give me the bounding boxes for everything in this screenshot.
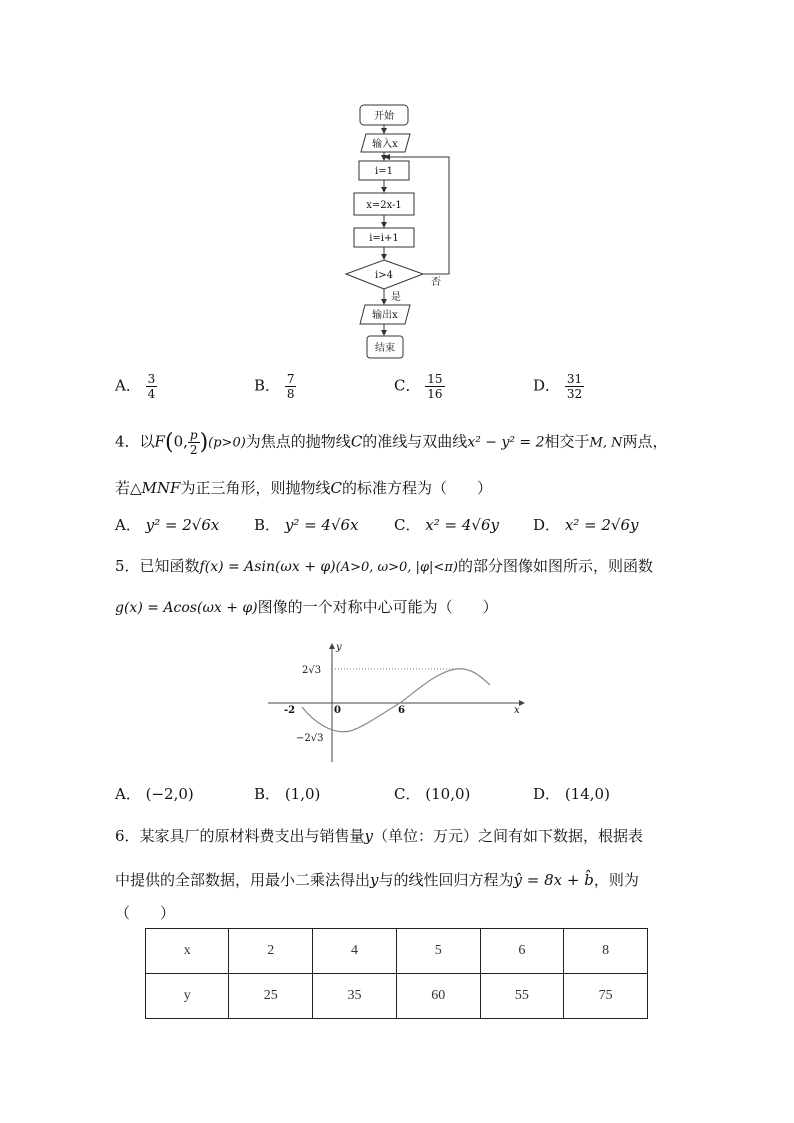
- q3-option-d[interactable]: [533, 372, 584, 401]
- tick-neg2: -2: [284, 705, 296, 716]
- q3-option-b[interactable]: [254, 372, 296, 401]
- q6-answer-bracket: （ ）: [115, 904, 176, 922]
- tick-0: 0: [334, 705, 341, 716]
- flow-input-text: 输入x: [372, 139, 398, 150]
- y-axis-label: y: [336, 642, 342, 653]
- table-cell: 25: [229, 974, 313, 1019]
- flow-yes-label: 是: [391, 292, 401, 303]
- flow-update-x-text: x=2x-1: [366, 200, 402, 211]
- q4-line-1: 4．以F(0, $\frac{p}{2}$ )(p>0)为焦点的抛物线C的准线与双曲线x² − y² = 2相交于M, N两点，: [115, 428, 668, 457]
- table-cell: x: [146, 929, 229, 974]
- table-cell: 4: [313, 929, 397, 974]
- q3-option-b-fraction: $\frac{7}{8}$: [286, 372, 295, 401]
- table-cell: 2: [229, 929, 313, 974]
- flow-output-text: 输出x: [372, 310, 398, 321]
- sine-curve: [302, 669, 490, 732]
- q3-option-c-letter: C．: [394, 376, 421, 395]
- flow-start-text: 开始: [374, 111, 394, 122]
- y-max-label: 2√3: [302, 665, 322, 676]
- data-table: [145, 928, 648, 1019]
- q3-option-b-letter: B．: [254, 376, 281, 395]
- table-cell: 60: [396, 974, 480, 1019]
- table-cell: 5: [396, 929, 480, 974]
- table-row: [146, 929, 648, 974]
- y-min-label: −2√3: [296, 733, 324, 744]
- q3-option-c-fraction: $\frac{15}{16}$: [427, 372, 443, 401]
- q5-line-2: g(x) = Acos(ωx + φ)图像的一个对称中心可能为（ ）: [115, 598, 498, 616]
- q5-option-c[interactable]: C． (10,0): [394, 785, 471, 803]
- q6-line-2: 中提供的全部数据，用最小二乘法得出y与的线性回归方程为ŷ = 8x + b̂，则为: [115, 871, 639, 889]
- table-cell: 8: [564, 929, 648, 974]
- q3-option-a[interactable]: [115, 372, 157, 401]
- flow-condition-text: i>4: [375, 270, 393, 281]
- flow-no-label: 否: [431, 277, 441, 288]
- q3-option-d-fraction: $\frac{31}{32}$: [566, 372, 583, 401]
- q4-option-c[interactable]: C． x² = 4√6y: [394, 516, 499, 534]
- q3-option-c[interactable]: [394, 372, 445, 401]
- q3-option-d-letter: D．: [533, 376, 561, 395]
- q6-line-1: 6．某家具厂的原材料费支出与销售量y（单位：万元）之间有如下数据，根据表: [115, 827, 644, 845]
- table-cell: 75: [564, 974, 648, 1019]
- flowchart: [330, 100, 470, 365]
- q5-line-1: 5．已知函数f(x) = Asin(ωx + φ)(A>0, ω>0, |φ|<π)的部分图像如图所示，则函数: [115, 557, 653, 575]
- q4-line-2: 若△MNF为正三角形，则抛物线C的标准方程为（ ）: [115, 479, 492, 497]
- table-cell: 35: [313, 974, 397, 1019]
- q4-option-d[interactable]: D． x² = 2√6y: [533, 516, 639, 534]
- x-axis-label: x: [514, 705, 520, 716]
- sine-graph: [262, 640, 532, 765]
- tick-6: 6: [398, 705, 405, 716]
- q3-option-a-fraction: $\frac{3}{4}$: [147, 372, 156, 401]
- q5-option-d[interactable]: D． (14,0): [533, 785, 610, 803]
- table-cell: 6: [480, 929, 564, 974]
- q4-option-a[interactable]: A． y² = 2√6x: [115, 516, 220, 534]
- q3-option-a-letter: A．: [115, 376, 141, 395]
- table-cell: 55: [480, 974, 564, 1019]
- flow-end-text: 结束: [375, 343, 395, 354]
- flow-update-i-text: i=i+1: [369, 233, 399, 244]
- table-cell: y: [146, 974, 229, 1019]
- flow-init-text: i=1: [375, 166, 393, 177]
- q5-option-a[interactable]: A． (−2,0): [115, 785, 194, 803]
- q5-option-b[interactable]: B． (1,0): [254, 785, 321, 803]
- table-row: [146, 974, 648, 1019]
- q4-option-b[interactable]: B． y² = 4√6x: [254, 516, 359, 534]
